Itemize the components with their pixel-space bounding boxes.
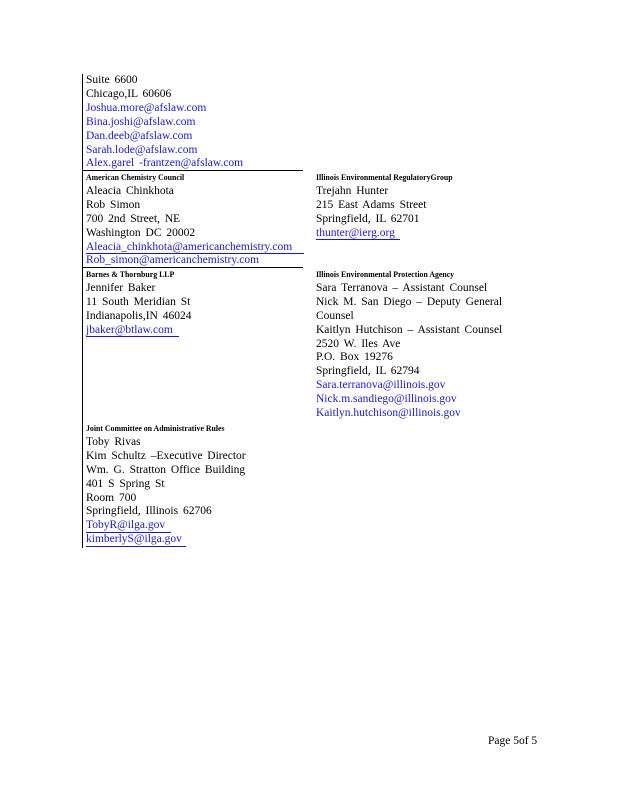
email-link[interactable]: TobyR@ilga.gov (86, 519, 171, 533)
service-block-jcar (86, 422, 246, 547)
org-heading: American Chemistry Council (86, 172, 185, 182)
contact-line: Nick M. San Diego – Deputy General (316, 295, 503, 308)
contact-line: Toby Rivas (86, 435, 141, 448)
contact-line: Jennifer Baker (86, 281, 156, 294)
contact-line: Kaitlyn Hutchison – Assistant Counsel (316, 323, 503, 336)
service-block-iepa (316, 268, 502, 421)
email-link[interactable]: Dan.deeb@afslaw.com (86, 129, 193, 142)
contact-line: Aleacia Chinkhota (86, 184, 174, 197)
page-number: Page 5of 5 (488, 735, 538, 747)
email-link[interactable]: Aleacia_chinkhota@americanchemistry.com (86, 241, 304, 255)
email-link[interactable]: Joshua.more@afslaw.com (86, 101, 207, 114)
contact-line: Wm. G. Stratton Office Building (86, 463, 246, 476)
service-block-ierg (316, 171, 464, 241)
service-block-barnes (86, 268, 191, 338)
address-line: Suite 6600 (86, 74, 138, 86)
contact-line: 2520 W. Iles Ave (316, 337, 401, 350)
address-line: Chicago,IL 60606 (86, 87, 172, 100)
contact-line: P.O. Box 19276 (316, 351, 393, 364)
contact-line: Counsel (316, 309, 354, 322)
email-link[interactable]: Sarah.lode@afslaw.com (86, 143, 198, 156)
contact-line: Springfield, IL 62794 (316, 365, 420, 378)
table-rule (83, 267, 303, 268)
email-link[interactable]: Sara.terranova@illinois.gov (316, 379, 446, 392)
contact-line: 11 South Meridian St (86, 295, 191, 308)
email-link[interactable]: thunter@ierg.org (316, 227, 400, 241)
org-heading: Joint Committee on Administrative Rules (86, 423, 225, 433)
email-link[interactable]: Nick.m.sandiego@illinois.gov (316, 393, 457, 406)
contact-line: Indianapolis,IN 46024 (86, 309, 192, 322)
contact-line: Springfield, IL 62701 (316, 212, 420, 225)
email-link[interactable]: Alex.garel -frantzen@afslaw.com (86, 157, 246, 171)
contact-line: Trejahn Hunter (316, 184, 389, 197)
left-border-line (82, 74, 83, 548)
email-link[interactable]: kimberlyS@ilga.gov (86, 533, 186, 547)
contact-line: 700 2nd Street, NE (86, 212, 181, 225)
email-link[interactable]: Kaitlyn.hutchison@illinois.gov (316, 407, 461, 420)
table-rule (83, 170, 303, 171)
org-heading: Illinois Environmental Protection Agency (316, 269, 455, 279)
contact-line: Washington DC 20002 (86, 226, 196, 239)
org-heading: Illinois Environmental RegulatoryGroup (316, 172, 453, 182)
org-heading: Barnes & Thornburg LLP (86, 269, 175, 279)
service-block-continuation (86, 74, 246, 171)
service-block-acc (86, 171, 304, 268)
email-link[interactable]: Bina.joshi@afslaw.com (86, 115, 196, 128)
contact-line: 401 S Spring St (86, 477, 165, 490)
contact-line: Kim Schultz –Executive Director (86, 449, 246, 462)
email-link[interactable]: Rob_simon@americanchemistry.com (86, 254, 268, 268)
contact-line: 215 East Adams Street (316, 198, 427, 211)
contact-line: Rob Simon (86, 198, 141, 211)
contact-line: Sara Terranova – Assistant Counsel (316, 281, 488, 294)
contact-line: Room 700 (86, 491, 137, 504)
email-link[interactable]: jbaker@btlaw.com (86, 324, 179, 338)
contact-line: Springfield, Illinois 62706 (86, 505, 212, 518)
